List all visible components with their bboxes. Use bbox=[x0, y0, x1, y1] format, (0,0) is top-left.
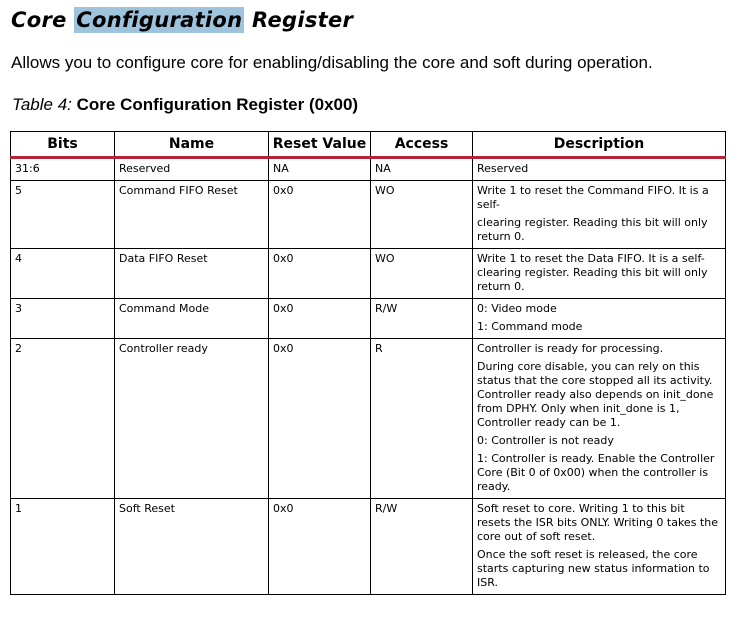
table-row bbox=[11, 339, 726, 499]
cell-description bbox=[473, 249, 726, 299]
table-row bbox=[11, 181, 726, 249]
cell-bits: 3 bbox=[11, 299, 115, 339]
description-paragraph: 1: Command mode bbox=[477, 320, 583, 333]
description-paragraph: Once the soft reset is released, the core starts capturing new status information to ISR. bbox=[477, 548, 710, 589]
header-access: Access bbox=[371, 132, 473, 158]
description-paragraph: 0: Video mode bbox=[477, 302, 557, 315]
section-heading bbox=[11, 8, 353, 32]
cell-access: R bbox=[371, 339, 473, 499]
table-caption-number: Table 4: bbox=[12, 95, 72, 114]
description-paragraph: During core disable, you can rely on this status that the core stopped all its activity. Controller ready also depends on init_done from DPHY. Only when init_done is 1, Controller ready can be 1. bbox=[477, 360, 714, 429]
description-paragraph: Soft reset to core. Writing 1 to this bit resets the ISR bits ONLY. Writing 0 takes the core out of soft reset. bbox=[477, 502, 718, 543]
register-table bbox=[10, 131, 726, 595]
cell-reset-value: 0x0 bbox=[269, 299, 371, 339]
cell-description bbox=[473, 158, 726, 181]
cell-reset-value: 0x0 bbox=[269, 499, 371, 595]
cell-description bbox=[473, 499, 726, 595]
header-bits: Bits bbox=[11, 132, 115, 158]
cell-name: Controller ready bbox=[115, 339, 269, 499]
description-paragraph: Controller is ready for processing. bbox=[477, 342, 664, 355]
description-paragraph: Write 1 to reset the Data FIFO. It is a self-clearing register. Reading this bit will only return 0. bbox=[477, 252, 708, 293]
cell-description bbox=[473, 339, 726, 499]
cell-name: Data FIFO Reset bbox=[115, 249, 269, 299]
cell-reset-value: 0x0 bbox=[269, 249, 371, 299]
intro-paragraph: Allows you to configure core for enabling/disabling the core and soft during operation. bbox=[11, 53, 653, 72]
cell-access: WO bbox=[371, 181, 473, 249]
table-row bbox=[11, 249, 726, 299]
cell-description bbox=[473, 181, 726, 249]
cell-name: Command FIFO Reset bbox=[115, 181, 269, 249]
cell-bits: 31:6 bbox=[11, 158, 115, 181]
description-paragraph: clearing register. Reading this bit will only return 0. bbox=[477, 216, 708, 243]
cell-name: Soft Reset bbox=[115, 499, 269, 595]
table-caption-title: Core Configuration Register (0x00) bbox=[76, 95, 359, 114]
cell-reset-value: 0x0 bbox=[269, 339, 371, 499]
heading-highlighted-word: Configuration bbox=[76, 8, 243, 32]
cell-reset-value: 0x0 bbox=[269, 181, 371, 249]
description-paragraph: Reserved bbox=[477, 162, 529, 175]
cell-bits: 4 bbox=[11, 249, 115, 299]
header-name: Name bbox=[115, 132, 269, 158]
description-paragraph: 1: Controller is ready. Enable the Controller Core (Bit 0 of 0x00) when the controller is ready. bbox=[477, 452, 715, 493]
header-description: Description bbox=[473, 132, 726, 158]
cell-reset-value: NA bbox=[269, 158, 371, 181]
table-header-row bbox=[11, 132, 726, 158]
table-row bbox=[11, 299, 726, 339]
table-row bbox=[11, 499, 726, 595]
table-row bbox=[11, 158, 726, 181]
cell-bits: 5 bbox=[11, 181, 115, 249]
table-caption bbox=[12, 95, 358, 115]
cell-access: R/W bbox=[371, 299, 473, 339]
description-paragraph: 0: Controller is not ready bbox=[477, 434, 614, 447]
heading-text-pre: Core bbox=[11, 8, 75, 32]
cell-name: Reserved bbox=[115, 158, 269, 181]
cell-access: NA bbox=[371, 158, 473, 181]
cell-access: R/W bbox=[371, 499, 473, 595]
cell-name: Command Mode bbox=[115, 299, 269, 339]
heading-text-post: Register bbox=[244, 8, 354, 32]
cell-bits: 2 bbox=[11, 339, 115, 499]
cell-access: WO bbox=[371, 249, 473, 299]
header-reset-value: Reset Value bbox=[269, 132, 371, 158]
cell-description bbox=[473, 299, 726, 339]
description-paragraph: Write 1 to reset the Command FIFO. It is a self- bbox=[477, 184, 709, 211]
cell-bits: 1 bbox=[11, 499, 115, 595]
